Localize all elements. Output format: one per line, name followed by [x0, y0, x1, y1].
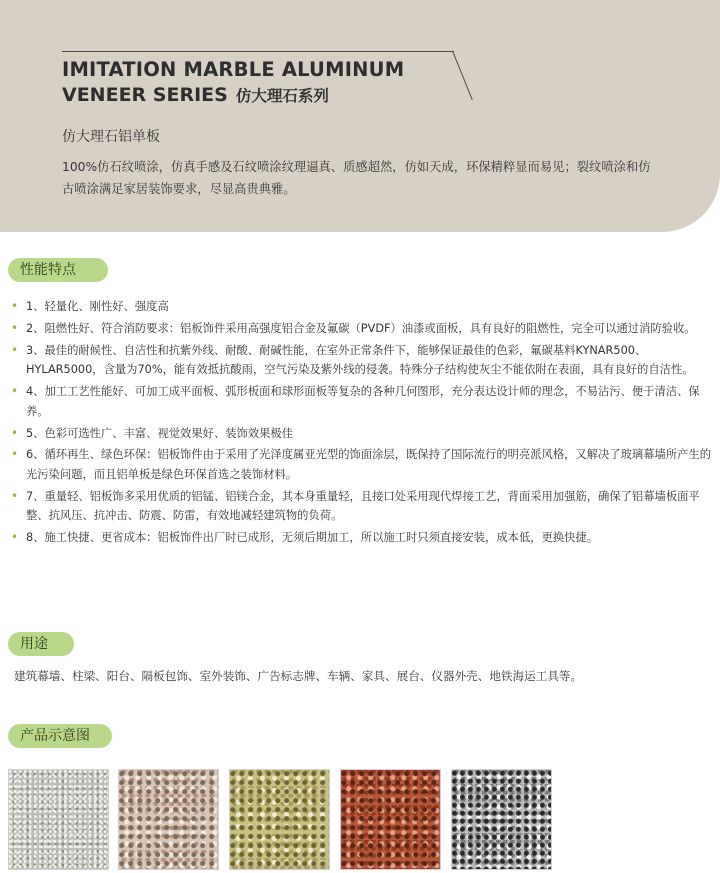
section-heading-performance: 性能特点 — [8, 258, 108, 282]
title-line-2 — [62, 84, 329, 106]
title-rule-diagonal — [452, 51, 473, 101]
title-series: VENEER SERIES — [62, 84, 228, 106]
feature-item: • 2、阻燃性好、符合消防要求：铝板饰件采用高强度铝合金及氟碳（PVDF）油漆或面板，具有良好的阻燃性，完全可以通过消防验收。 — [0, 319, 712, 339]
feature-item: • 1、轻量化、刚性好、强度高 — [0, 297, 712, 317]
feature-item: • 7、重量轻、铝板饰多采用优质的铝锰、铝镁合金，其本身重量轻，且接口处采用现代焊接工艺，背面采用加强筋，确保了铝幕墙板面平整、抗风压、抗冲击、防震、防雷，有效地减轻建筑物的负荷。 — [0, 487, 712, 526]
feature-list — [0, 297, 712, 550]
usage-text: 建筑幕墙、柱梁、阳台、隔板包饰、室外装饰、广告标志牌、车辆、家具、展台、仪器外壳、地铁海运工具等。 — [14, 669, 583, 683]
title-series-cn: 仿大理石系列 — [235, 87, 329, 105]
intro-text: 100%仿石纹喷涂，仿真手感及石纹喷涂纹理逼真、质感超然，仿如天成，环保精粹显而易见；裂纹喷涂和仿古喷涂满足家居装饰要求，尽显高贵典雅。 — [62, 160, 651, 196]
product-swatch-red-granite — [340, 769, 441, 870]
feature-item: • 8、施工快捷、更省成本：铝板饰件出厂时已成形，无须后期加工，所以施工时只须直接安装，成本低，更换快捷。 — [0, 528, 712, 548]
product-swatch-yellow-granite — [229, 769, 330, 870]
product-swatch-grey-granite — [8, 769, 109, 870]
section-heading-usage: 用途 — [8, 632, 74, 656]
header-banner — [0, 0, 720, 232]
feature-item: • 5、色彩可选性广、丰富、视觉效果好、装饰效果极佳 — [0, 424, 712, 444]
title-rule — [62, 51, 454, 52]
section-heading-products: 产品示意图 — [8, 724, 112, 748]
feature-item: • 3、最佳的耐候性、自洁性和抗紫外线、耐酸、耐碱性能，在室外正常条件下，能够保证最佳的色彩，氟碳基料KYNAR500、HYLAR5000，含量为70%，能有效抵抗酸雨，空气污染及紫外线的侵袭。特殊分子结构使灰尘不能依附在表面，具有良好的自洁性。 — [0, 341, 712, 380]
title-line-1: IMITATION MARBLE ALUMINUM — [62, 58, 405, 81]
feature-item: • 4、加工工艺性能好、可加工成平面板、弧形板面和球形面板等复杂的各种几何图形，充分表达设计师的理念，不易沾污、便于清洁、保养。 — [0, 382, 712, 421]
product-subtitle: 仿大理石铝单板 — [62, 129, 160, 145]
feature-item: • 6、循环再生、绿色环保：铝板饰件由于采用了光泽度属亚光型的饰面涂层，既保持了国际流行的明亮派风格，又解决了玻璃幕墙所产生的光污染问题，而且铝单板是绿色环保首选之装饰材料。 — [0, 445, 712, 484]
product-swatch-beige-granite — [118, 769, 219, 870]
product-swatch-black-white-granite — [451, 769, 552, 870]
